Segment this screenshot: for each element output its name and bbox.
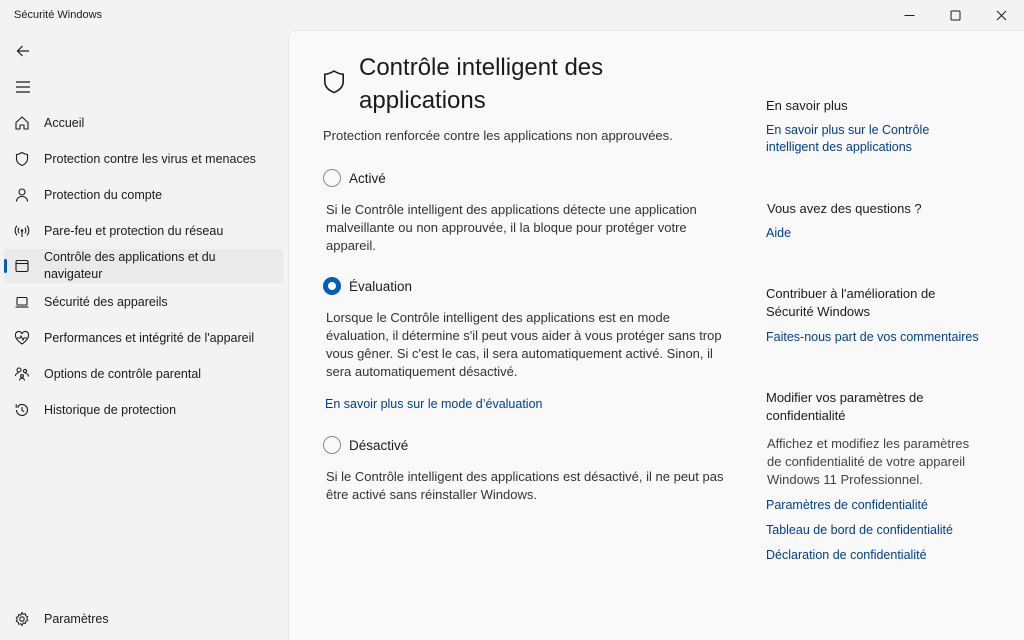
feedback-link[interactable]: Faites-nous part de vos commentaires [766, 330, 979, 344]
shield-icon [321, 69, 347, 95]
sidebar [0, 30, 288, 640]
back-arrow-icon [16, 44, 30, 58]
maximize-icon [950, 10, 961, 21]
selection-indicator [4, 259, 7, 273]
option-description-disabled: Si le Contrôle intelligent des applications est désactivé, il ne peut pas être activé sans réinstaller Windows. [326, 469, 724, 502]
radio-label-evaluation: Évaluation [349, 278, 413, 294]
wifi-icon [14, 223, 30, 239]
sidebar-item-label: Accueil [44, 115, 85, 130]
laptop-icon [14, 294, 30, 310]
radio-label-disabled: Désactivé [349, 437, 409, 453]
family-icon [14, 366, 30, 382]
learn-more-link[interactable]: En savoir plus sur le Contrôle intelligent des applications [766, 123, 930, 154]
shield-icon [14, 151, 30, 167]
radio-option-evaluation[interactable] [323, 277, 412, 295]
radio-option-disabled[interactable] [323, 436, 408, 454]
learn-more-heading: En savoir plus [766, 98, 848, 113]
app-title: Sécurité Windows [14, 9, 103, 21]
help-link[interactable]: Aide [766, 226, 792, 240]
radio-button-disabled[interactable] [323, 436, 341, 454]
sidebar-item-settings[interactable] [4, 606, 283, 632]
option-description-enabled: Si le Contrôle intelligent des applications détecte une application malveillante ou non approuvée, il la bloque pour protéger votre appareil. [326, 202, 697, 253]
sidebar-item-account-protection[interactable] [4, 182, 283, 208]
sidebar-item-label: Paramètres [44, 611, 109, 626]
privacy-description: Affichez et modifiez les paramètres de confidentialité de votre appareil Windows 11 Professionnel. [767, 436, 970, 487]
privacy-heading: Modifier vos paramètres de confidentialité [766, 390, 924, 423]
sidebar-item-label: Protection contre les virus et menaces [44, 151, 256, 166]
minimize-button[interactable] [886, 0, 932, 30]
gear-icon [14, 611, 30, 627]
home-icon [14, 115, 30, 131]
sidebar-item-protection-history[interactable] [4, 397, 283, 423]
sidebar-item-label: Performances et intégrité de l'appareil [44, 330, 255, 345]
privacy-statement-link[interactable]: Déclaration de confidentialité [766, 548, 927, 562]
radio-button-evaluation[interactable] [323, 277, 341, 295]
menu-button[interactable] [10, 74, 36, 100]
sidebar-item-label: Protection du compte [44, 187, 163, 202]
person-icon [14, 187, 30, 203]
browser-window-icon [14, 258, 30, 274]
minimize-icon [904, 10, 915, 21]
main-content [288, 30, 1024, 640]
radio-label-enabled: Activé [349, 170, 386, 186]
sidebar-item-app-browser-control[interactable] [4, 249, 283, 283]
sidebar-item-device-performance[interactable] [4, 325, 283, 351]
hamburger-menu-icon [16, 81, 30, 93]
sidebar-item-label: Pare-feu et protection du réseau [44, 223, 224, 238]
contribute-heading: Contribuer à l'amélioration de Sécurité Windows [766, 286, 936, 319]
sidebar-item-firewall[interactable] [4, 218, 283, 244]
heart-pulse-icon [14, 330, 30, 346]
privacy-settings-link[interactable]: Paramètres de confidentialité [766, 498, 928, 512]
back-button[interactable] [10, 38, 36, 64]
sidebar-item-label: Historique de protection [44, 402, 177, 417]
sidebar-item-home[interactable] [4, 110, 283, 136]
history-icon [14, 402, 30, 418]
evaluation-mode-link[interactable]: En savoir plus sur le mode d’évaluation [325, 397, 543, 411]
window-controls [886, 0, 1024, 30]
close-button[interactable] [978, 0, 1024, 30]
sidebar-item-label: Sécurité des appareils [44, 294, 168, 309]
option-description-evaluation: Lorsque le Contrôle intelligent des applications est en mode évaluation, il détermine s'il peut vous aider à vous protéger sans trop vous gêner. Si c'est le cas, il sera automatiquement activé. Sinon, il sera automatiquement désactivé. [326, 310, 722, 379]
sidebar-item-device-security[interactable] [4, 289, 283, 315]
close-icon [996, 10, 1007, 21]
maximize-button[interactable] [932, 0, 978, 30]
radio-option-enabled[interactable] [323, 169, 386, 187]
privacy-dashboard-link[interactable]: Tableau de bord de confidentialité [766, 523, 953, 537]
page-subtitle: Protection renforcée contre les applications non approuvées. [323, 128, 673, 143]
sidebar-item-label: Options de contrôle parental [44, 366, 202, 381]
page-title: Contrôle intelligent des applications [359, 54, 604, 114]
sidebar-item-label: Contrôle des applications et du navigateur [44, 250, 216, 281]
title-bar [0, 0, 1024, 30]
sidebar-item-family-options[interactable] [4, 361, 283, 387]
sidebar-item-virus-protection[interactable] [4, 146, 283, 172]
radio-button-enabled[interactable] [323, 169, 341, 187]
questions-heading: Vous avez des questions ? [767, 201, 922, 216]
